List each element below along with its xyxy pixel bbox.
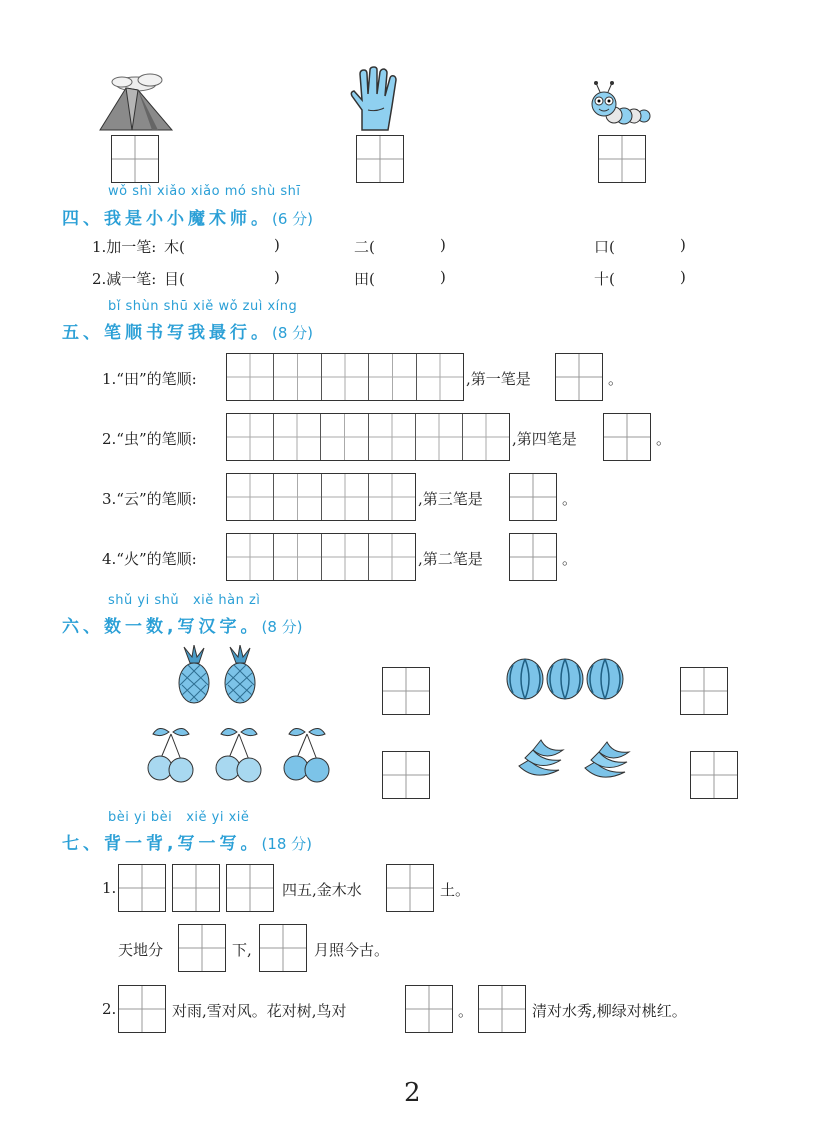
stroke-cell[interactable] — [274, 414, 321, 460]
s7-line1-end: 土。 — [440, 881, 471, 899]
s5-item3-answer-box[interactable] — [509, 473, 557, 521]
s5-item3-after: ,第三笔是 — [418, 490, 483, 508]
s5-item2-after: ,第四笔是 — [512, 430, 577, 448]
s4-q2-item1: 目( — [164, 270, 185, 288]
section6-title-text: 六、数一数,写汉字。 — [62, 617, 262, 637]
s7-line1-prefix: 1. — [102, 879, 117, 897]
s7-line2-end: 月照今古。 — [314, 941, 390, 959]
s5-item3-label: 3.“云”的笔顺: — [102, 490, 197, 508]
s7-line2-mid: 下, — [232, 941, 252, 959]
s5-item4-end: 。 — [562, 550, 578, 568]
stroke-cell[interactable] — [227, 354, 274, 400]
stroke-cell[interactable] — [417, 354, 463, 400]
stroke-cell[interactable] — [369, 534, 415, 580]
write-box-hand[interactable] — [356, 135, 404, 183]
section6-title — [62, 612, 303, 637]
s7-box-3[interactable] — [226, 864, 274, 912]
cherry-icon — [145, 724, 341, 784]
hand-icon — [348, 66, 404, 132]
section7-pinyin: bèi yi bèi xiě yi xiě — [108, 810, 250, 825]
stroke-cell[interactable] — [322, 534, 369, 580]
stroke-cell[interactable] — [274, 474, 321, 520]
write-box-caterpillar[interactable] — [598, 135, 646, 183]
section4-score: (6 分) — [272, 210, 314, 228]
s5-item1-after: ,第一笔是 — [466, 370, 531, 388]
s7-box-8[interactable] — [405, 985, 453, 1033]
s7-line1-mid: 四五,金木水 — [282, 881, 362, 899]
s4-q1-item3: 口( — [594, 238, 615, 256]
section6-score: (8 分) — [261, 618, 303, 636]
s4-q2-label: 2.减一笔: — [92, 270, 157, 288]
s5-item4-answer-box[interactable] — [509, 533, 557, 581]
stroke-cell[interactable] — [369, 474, 415, 520]
stroke-cell[interactable] — [227, 474, 274, 520]
s5-item2-stroke-row[interactable] — [226, 413, 510, 461]
stroke-cell[interactable] — [322, 354, 369, 400]
s4-q1-close2: ) — [440, 236, 446, 254]
section6-pinyin: shǔ yi shǔ xiě hàn zì — [108, 593, 261, 608]
write-box-mountain[interactable] — [111, 135, 159, 183]
s7-box-1[interactable] — [118, 864, 166, 912]
section7-title — [62, 829, 312, 854]
watermelon-icon — [505, 655, 625, 701]
s7-box-6[interactable] — [259, 924, 307, 972]
section7-score: (18 分) — [261, 835, 313, 853]
s4-q1-item1: 木( — [164, 238, 185, 256]
stroke-cell[interactable] — [369, 414, 416, 460]
s5-item1-answer-box[interactable] — [555, 353, 603, 401]
stroke-cell[interactable] — [227, 414, 274, 460]
s4-q1-close1: ) — [274, 236, 280, 254]
section5-title-text: 五、笔顺书写我最行。 — [62, 323, 272, 343]
s4-q1-label: 1.加一笔: — [92, 238, 157, 256]
section4-title — [62, 204, 313, 229]
s4-q2-close2: ) — [440, 268, 446, 286]
stroke-cell[interactable] — [274, 354, 321, 400]
s4-q1-close3: ) — [680, 236, 686, 254]
s6-pineapple-box[interactable] — [382, 667, 430, 715]
s5-item2-end: 。 — [656, 430, 672, 448]
section4-pinyin: wǒ shì xiǎo xiǎo mó shù shī — [108, 184, 301, 199]
s4-q1-item2: 二( — [354, 238, 375, 256]
stroke-cell[interactable] — [322, 474, 369, 520]
s7-box-2[interactable] — [172, 864, 220, 912]
section5-title — [62, 318, 313, 343]
s7-line3-b: 。 — [458, 1002, 474, 1020]
s5-item3-end: 。 — [562, 490, 578, 508]
s5-item1-label: 1.“田”的笔顺: — [102, 370, 197, 388]
s5-item1-end: 。 — [608, 370, 624, 388]
s5-item3-stroke-row[interactable] — [226, 473, 416, 521]
s7-box-5[interactable] — [178, 924, 226, 972]
stroke-cell[interactable] — [416, 414, 463, 460]
s7-box-4[interactable] — [386, 864, 434, 912]
pineapple-icon — [170, 645, 264, 705]
s7-line2-start: 天地分 — [118, 941, 164, 959]
s4-q2-close3: ) — [680, 268, 686, 286]
s5-item4-after: ,第二笔是 — [418, 550, 483, 568]
s7-box-7[interactable] — [118, 985, 166, 1033]
s5-item2-label: 2.“虫”的笔顺: — [102, 430, 197, 448]
section5-score: (8 分) — [272, 324, 314, 342]
s5-item2-answer-box[interactable] — [603, 413, 651, 461]
s5-item4-label: 4.“火”的笔顺: — [102, 550, 197, 568]
s5-item1-stroke-row[interactable] — [226, 353, 464, 401]
s7-box-9[interactable] — [478, 985, 526, 1033]
s7-line3-c: 清对水秀,柳绿对桃红。 — [532, 1002, 687, 1020]
banana-icon — [515, 736, 633, 784]
s4-q2-item2: 田( — [354, 270, 375, 288]
section4-title-text: 四、我是小小魔术师。 — [62, 209, 272, 229]
s4-q2-item3: 十( — [594, 270, 615, 288]
stroke-cell[interactable] — [369, 354, 416, 400]
s6-banana-box[interactable] — [690, 751, 738, 799]
stroke-cell[interactable] — [321, 414, 368, 460]
section7-title-text: 七、背一背,写一写。 — [62, 834, 262, 854]
s7-line3-a: 对雨,雪对风。花对树,鸟对 — [172, 1002, 347, 1020]
stroke-cell[interactable] — [463, 414, 509, 460]
s6-cherry-box[interactable] — [382, 751, 430, 799]
s4-q2-close1: ) — [274, 268, 280, 286]
section5-pinyin: bǐ shùn shū xiě wǒ zuì xíng — [108, 299, 298, 314]
caterpillar-icon — [588, 80, 658, 132]
stroke-cell[interactable] — [227, 534, 274, 580]
s6-watermelon-box[interactable] — [680, 667, 728, 715]
s5-item4-stroke-row[interactable] — [226, 533, 416, 581]
mountain-icon — [96, 70, 176, 132]
page-number: 2 — [404, 1078, 421, 1108]
s7-line3-prefix: 2. — [102, 1000, 117, 1018]
stroke-cell[interactable] — [274, 534, 321, 580]
